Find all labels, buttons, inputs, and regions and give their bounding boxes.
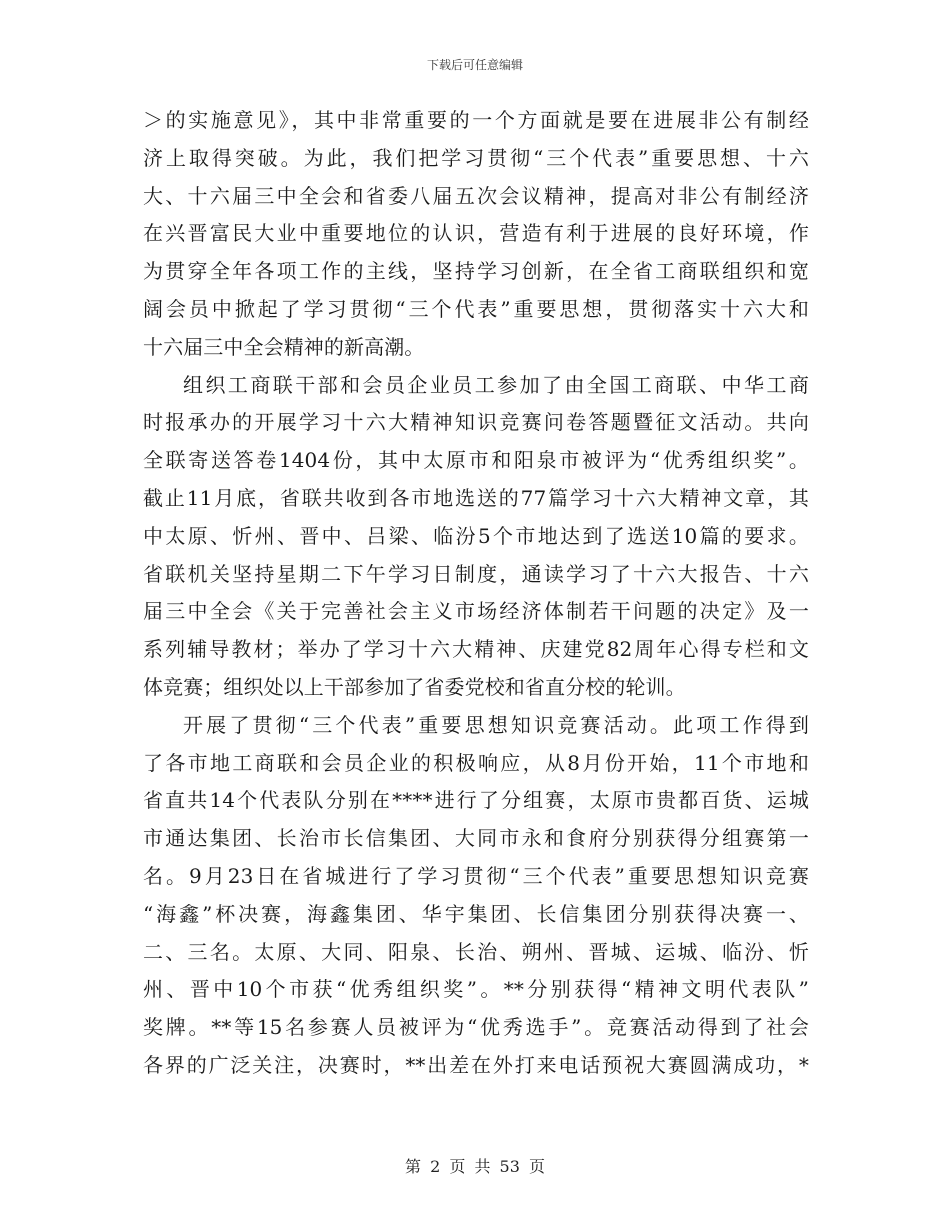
text-line: 届三中全会《关于完善社会主义市场经济体制若干问题的决定》及一 — [143, 599, 809, 624]
text-line: 奖牌。**等15名参赛人员被评为“优秀选手”。竞赛活动得到了社会 — [143, 1015, 809, 1040]
text-line-paragraph-start: 开展了贯彻“三个代表”重要思想知识竞赛活动。此项工作得到 — [183, 712, 809, 737]
page-number-indicator: 第 2 页 共 53 页 — [405, 1157, 545, 1176]
text-line: 阔会员中掀起了学习贯彻“三个代表”重要思想，贯彻落实十六大和 — [143, 296, 809, 321]
document-body — [143, 102, 809, 1085]
text-line: 大、十六届三中全会和省委八届五次会议精神，提高对非公有制经济 — [143, 183, 809, 208]
text-line: 在兴晋富民大业中重要地位的认识，营造有利于进展的良好环境，作 — [143, 221, 809, 246]
page-header-note: 下载后可任意编辑 — [426, 58, 523, 72]
text-line: 全联寄送答卷1404份，其中太原市和阳泉市被评为“优秀组织奖”。 — [143, 448, 809, 473]
text-line: 州、晋中10个市获“优秀组织奖”。**分别获得“精神文明代表队” — [143, 977, 809, 1002]
text-line: 为贯穿全年各项工作的主线，坚持学习创新，在全省工商联组织和宽 — [143, 259, 809, 284]
text-line: 系列辅导教材；举办了学习十六大精神、庆建党82周年心得专栏和文 — [143, 637, 809, 662]
text-line: 名。9月23日在省城进行了学习贯彻“三个代表”重要思想知识竞赛 — [143, 863, 809, 888]
text-line-paragraph-end: 体竞赛；组织处以上干部参加了省委党校和省直分校的轮训。 — [143, 674, 686, 699]
text-line: 截止11月底，省联共收到各市地选送的77篇学习十六大精神文章，其 — [143, 485, 809, 510]
text-line: 各界的广泛关注，决赛时，**出差在外打来电话预祝大赛圆满成功，* — [143, 1052, 809, 1077]
text-line: 时报承办的开展学习十六大精神知识竞赛问卷答题暨征文活动。共向 — [143, 410, 809, 435]
text-line: ＞的实施意见》，其中非常重要的一个方面就是要在进展非公有制经 — [143, 108, 809, 132]
text-line: “海鑫”杯决赛，海鑫集团、华宇集团、长信集团分别获得决赛一、 — [143, 901, 809, 926]
text-line-paragraph-start: 组织工商联干部和会员企业员工参加了由全国工商联、中华工商 — [183, 372, 809, 397]
text-line: 济上取得突破。为此，我们把学习贯彻“三个代表”重要思想、十六 — [143, 145, 809, 170]
text-line-paragraph-end: 十六届三中全会精神的新高潮。 — [143, 334, 425, 359]
text-line: 市通达集团、长治市长信集团、大同市永和食府分别获得分组赛第一 — [143, 826, 809, 851]
text-line: 省联机关坚持星期二下午学习日制度，通读学习了十六大报告、十六 — [143, 561, 809, 586]
text-line: 了各市地工商联和会员企业的积极响应，从8月份开始，11个市地和 — [143, 750, 809, 775]
text-line: 省直共14个代表队分别在****进行了分组赛，太原市贵都百货、运城 — [143, 788, 809, 813]
text-line: 中太原、忻州、晋中、吕梁、临汾5个市地达到了选送10篇的要求。 — [143, 523, 809, 548]
text-line: 二、三名。太原、大同、阳泉、长治、朔州、晋城、运城、临汾、忻 — [143, 939, 809, 964]
